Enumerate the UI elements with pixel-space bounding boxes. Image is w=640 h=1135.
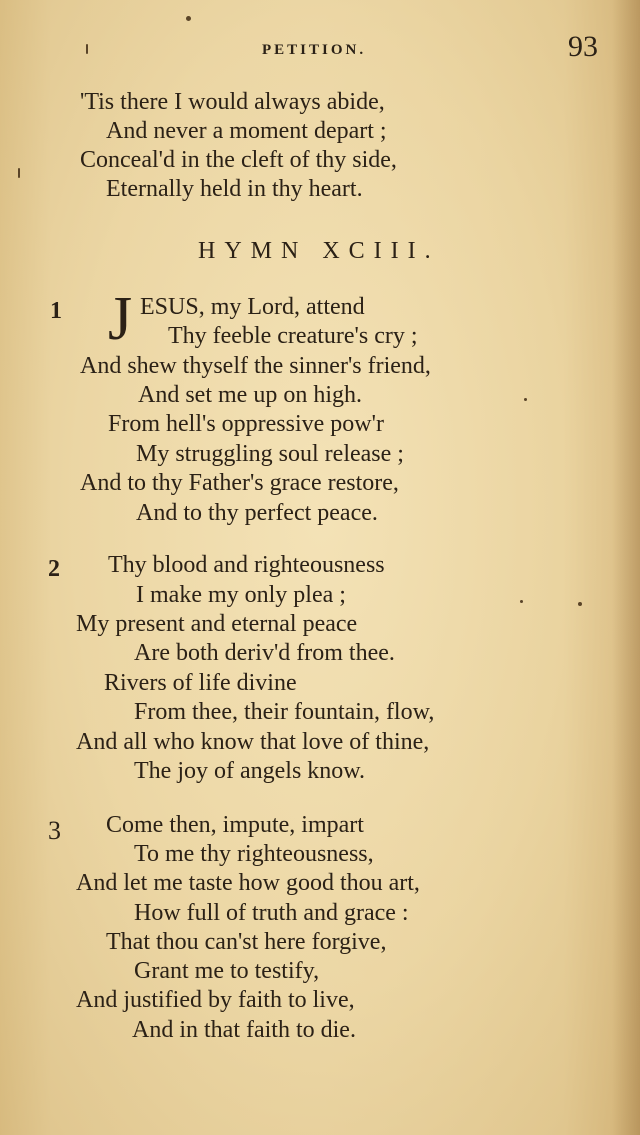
stanza-line: My present and eternal peace <box>76 611 358 637</box>
stanza-line: And set me up on high. <box>138 382 362 408</box>
stanza-line: Come then, impute, impart <box>106 812 364 838</box>
stanza-line: My struggling soul release ; <box>136 441 404 467</box>
paper-speck <box>520 600 523 603</box>
stanza-line: And all who know that love of thine, <box>76 729 430 755</box>
stanza-line: And justified by faith to live, <box>76 987 355 1013</box>
verse-number: 1 <box>50 298 62 324</box>
previous-stanza-line: And never a moment depart ; <box>106 118 387 144</box>
stanza-line: The joy of angels know. <box>134 758 366 784</box>
stanza-line: To me thy righteousness, <box>134 841 374 867</box>
paper-speck <box>524 398 527 401</box>
stanza-line: ESUS, my Lord, attend <box>140 294 365 320</box>
paper-speck <box>86 44 88 54</box>
verse-number: 3 <box>48 816 61 845</box>
stanza-line: Rivers of life divine <box>104 670 297 696</box>
stanza-line: And to thy perfect peace. <box>136 500 378 526</box>
stanza-line: And in that faith to die. <box>132 1017 356 1043</box>
running-head-title: PETITION. <box>262 42 367 58</box>
previous-stanza-line: 'Tis there I would always abide, <box>80 89 385 115</box>
stanza-line: Thy feeble creature's cry ; <box>168 323 418 349</box>
page-edge-shadow <box>612 0 640 1135</box>
verse-number: 2 <box>48 556 60 582</box>
stanza-line: I make my only plea ; <box>136 582 346 608</box>
stanza-line: Thy blood and righteousness <box>108 552 385 578</box>
drop-cap: J <box>108 285 133 353</box>
paper-speck <box>186 16 191 21</box>
previous-stanza-line: Conceal'd in the cleft of thy side, <box>80 147 397 173</box>
stanza-line: From thee, their fountain, flow, <box>134 699 435 725</box>
stanza-line: And to thy Father's grace restore, <box>80 470 399 496</box>
previous-stanza-line: Eternally held in thy heart. <box>106 176 363 202</box>
paper-speck <box>18 168 20 178</box>
stanza-line: From hell's oppressive pow'r <box>108 411 384 437</box>
stanza-line: Grant me to testify, <box>134 958 320 984</box>
paper-speck <box>578 602 582 606</box>
stanza-line: And shew thyself the sinner's friend, <box>80 353 431 379</box>
stanza-line: Are both deriv'd from thee. <box>134 640 395 666</box>
page-number: 93 <box>568 30 598 63</box>
stanza-line: And let me taste how good thou art, <box>76 870 420 896</box>
hymn-title: HYMN XCIII. <box>198 238 440 264</box>
stanza-line: How full of truth and grace : <box>134 900 409 926</box>
stanza-line: That thou can'st here forgive, <box>106 929 387 955</box>
